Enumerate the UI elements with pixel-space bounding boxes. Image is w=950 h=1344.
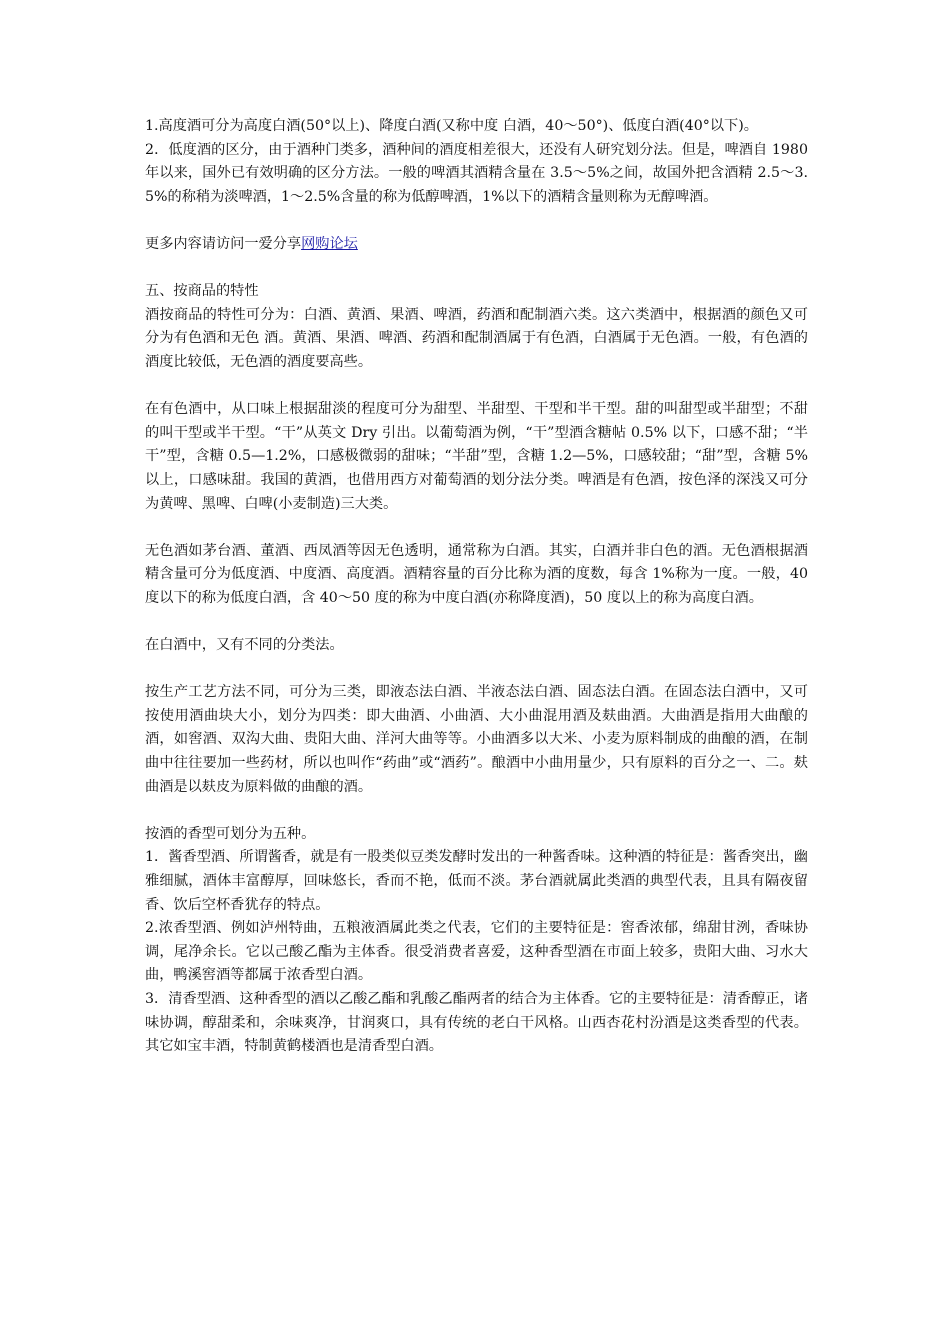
- spacer: [145, 658, 808, 682]
- paragraph-colorless-wine: 无色酒如茅台酒、董酒、西凤酒等因无色透明，通常称为白酒。其实，白酒并非白色的酒。无色酒根据酒精含量可分为低度酒、中度酒、高度酒。酒精容量的百分比称为酒的度数，每含 1%称为一度。一般，40 度以下的称为低度白酒，含 40～50 度的称为中度白酒(亦称降度酒)，50 度以上的称为高度白酒。: [145, 542, 808, 606]
- spacer: [145, 209, 808, 233]
- more-content-text: 更多内容请访问一爱分享: [145, 235, 302, 252]
- more-content-line: [145, 233, 808, 257]
- paragraph-aroma-types: 按酒的香型可划分为五种。: [145, 825, 316, 842]
- paragraph-strong-aroma: 2.浓香型酒、例如泸州特曲，五粮液酒属此类之代表，它们的主要特征是：窖香浓郁，绵甜甘洌，香味协调，尾净余长。它以己酸乙酯为主体香。很受消费者喜爱，这种香型酒在市面上较多，贵阳大曲、习水大曲，鸭溪窖酒等都属于浓香型白酒。: [145, 920, 808, 984]
- paragraph-light-aroma: 3．清香型酒、这种香型的酒以乙酸乙酯和乳酸乙酯两者的结合为主体香。它的主要特征是：清香醇正，诸味协调，醇甜柔和，余味爽净，甘润爽口，具有传统的老白干风格。山西杏花村汾酒是这类香型的代表。其它如宝丰酒，特制黄鹤楼酒也是清香型白酒。: [145, 990, 808, 1055]
- document-body: [145, 115, 808, 1059]
- spacer: [145, 799, 808, 823]
- paragraph-low-alcohol: 2．低度酒的区分，由于酒种门类多，酒种间的酒度相差很大，还没有人研究划分法。但是，啤酒自 1980 年以来，国外已有效明确的区分方法。一般的啤酒其酒精含量在 3.5～5%之间，故国外把含酒精 2.5～3.5%的称稍为淡啤酒，1～2.5%含量的称为低醇啤酒，1%以下的酒精含量则称为无醇啤酒。: [145, 141, 808, 205]
- paragraph-colored-wine: 在有色酒中，从口味上根据甜淡的程度可分为甜型、半甜型、干型和半干型。甜的叫甜型或半甜型；不甜的叫干型或半干型。“干”从英文 Dry 引出。以葡萄酒为例，“干”型酒含糖帖 0.5% 以下，口感不甜；“半干”型，含糖 0.5—1.2%，口感极微弱的甜味；“半甜”型，含糖 1.2—5%，口感较甜；“甜”型，含糖 5%以上，口感味甜。我国的黄酒，也借用西方对葡萄酒的划分法分类。啤酒是有色酒，按色泽的深浅又可分为黄啤、黑啤、白啤(小麦制造)三大类。: [145, 401, 808, 512]
- spacer: [145, 257, 808, 281]
- section-title-characteristics: 五、按商品的特性: [145, 283, 259, 300]
- paragraph-production-process: 按生产工艺方法不同，可分为三类，即液态法白酒、半液态法白酒、固态法白酒。在固态法白酒中，又可按使用酒曲块大小，划分为四类：即大曲酒、小曲酒、大小曲混用酒及麸曲酒。大曲酒是指用大曲酿的酒，如窖酒、双沟大曲、贵阳大曲、洋河大曲等等。小曲酒多以大米、小麦为原料制成的曲酿的酒，在制曲中往往要加一些药材，所以也叫作“药曲”或“酒药”。酿酒中小曲用量少，只有原料的百分之一、二。麸曲酒是以麸皮为原料做的曲酿的酒。: [145, 684, 808, 795]
- spacer: [145, 610, 808, 634]
- paragraph-baijiu-classification: 在白酒中，又有不同的分类法。: [145, 637, 344, 654]
- forum-link[interactable]: 网购论坛: [301, 235, 358, 252]
- spacer: [145, 375, 808, 399]
- paragraph-sauce-aroma: 1．酱香型酒、所谓酱香，就是有一股类似豆类发酵时发出的一种酱香味。这种酒的特征是：酱香突出，幽雅细腻，酒体丰富醇厚，回味悠长，香而不艳，低而不淡。茅台酒就属此类酒的典型代表，且具有隔夜留香、饮后空杯香犹存的特点。: [145, 849, 808, 913]
- paragraph-six-categories: 酒按商品的特性可分为：白酒、黄酒、果酒、啤酒，药酒和配制酒六类。这六类酒中，根据酒的颜色又可分为有色酒和无色 酒。黄酒、果酒、啤酒、药酒和配制酒属于有色酒，白酒属于无色酒。一般，有色酒的酒度比较低，无色酒的酒度要高些。: [145, 306, 808, 370]
- paragraph-high-alcohol: 1.高度酒可分为高度白酒(50°以上)、降度白酒(又称中度 白酒，40～50°)、低度白酒(40°以下)。: [145, 118, 758, 134]
- spacer: [145, 516, 808, 540]
